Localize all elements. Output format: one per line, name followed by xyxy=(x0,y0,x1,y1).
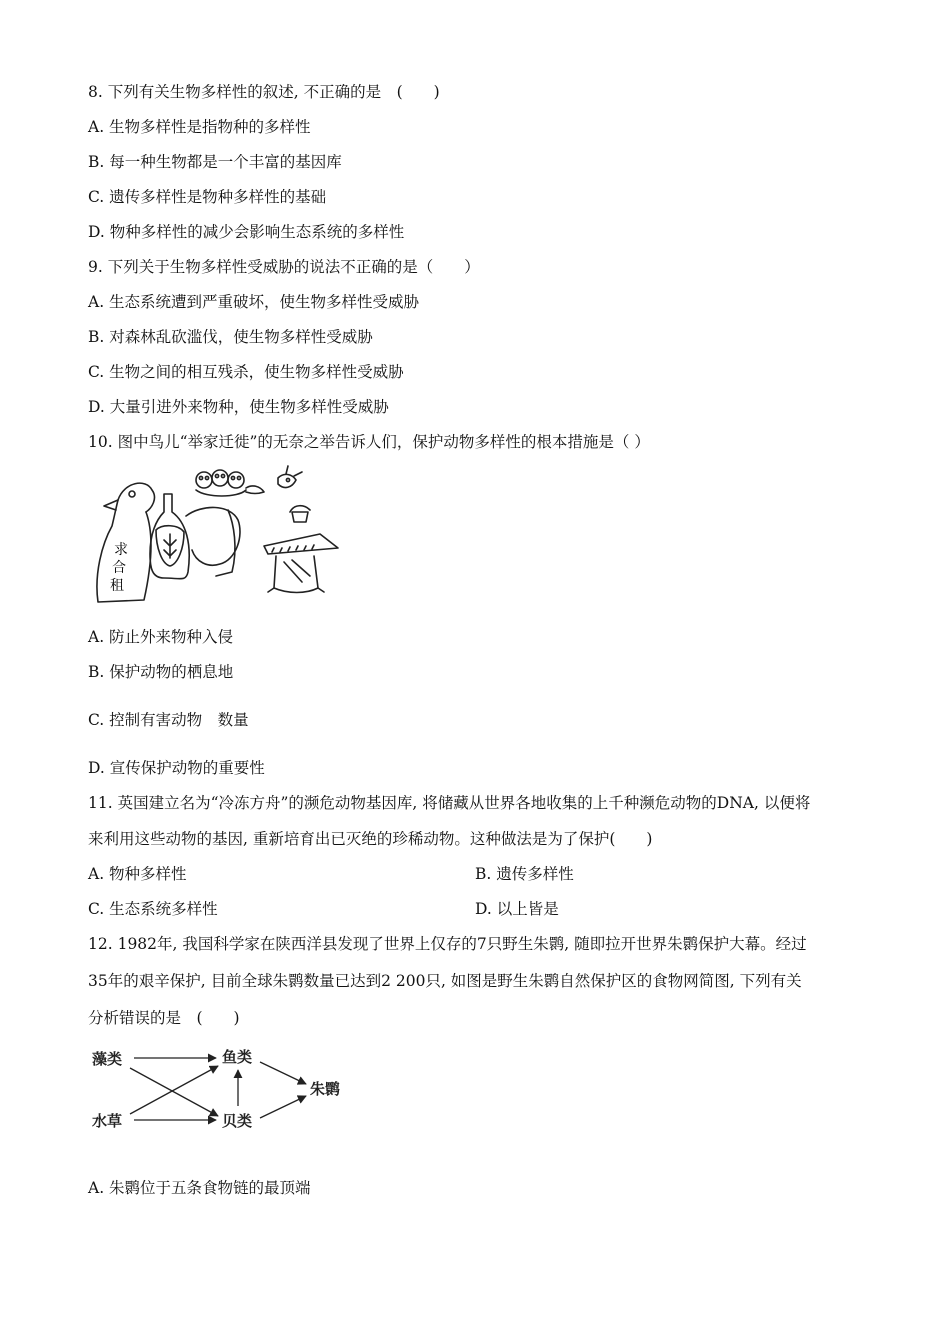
q8-option-d: D. 物种多样性的减少会影响生态系统的多样性 xyxy=(88,223,405,241)
arrow-shellfish-ibis xyxy=(260,1096,306,1118)
q11-stem-line1: 11. 英国建立名为“冷冻方舟”的濒危动物基因库, 将储藏从世界各地收集的上千种濒危动物的DNA, 以便将 xyxy=(88,794,811,812)
food-web-diagram xyxy=(88,1040,358,1136)
q9-stem: 9. 下列关于生物多样性受威胁的说法不正确的是（ ） xyxy=(88,258,480,276)
q9-option-b: B. 对森林乱砍滥伐，使生物多样性受威胁 xyxy=(88,328,373,346)
node-shellfish: 贝类 xyxy=(222,1112,253,1130)
bottle-text-2: 合 xyxy=(112,560,126,576)
q11-option-b: B. 遗传多样性 xyxy=(475,865,574,883)
q10-option-a: A. 防止外来物种入侵 xyxy=(88,628,234,646)
node-water-plant: 水草 xyxy=(92,1112,123,1130)
arrow-fish-ibis xyxy=(260,1062,306,1084)
arrow-waterplant-fish xyxy=(130,1066,218,1114)
q12-option-a: A. 朱鹮位于五条食物链的最顶端 xyxy=(88,1179,311,1197)
node-fish: 鱼类 xyxy=(222,1048,253,1066)
q10-cartoon xyxy=(88,464,344,610)
q10-option-b: B. 保护动物的栖息地 xyxy=(88,663,234,681)
q11-option-a: A. 物种多样性 xyxy=(88,865,187,883)
q9-option-a: A. 生态系统遭到严重破坏，使生物多样性受威胁 xyxy=(88,293,420,311)
q11-option-c: C. 生态系统多样性 xyxy=(88,900,218,918)
q9-option-d: D. 大量引进外来物种，使生物多样性受威胁 xyxy=(88,398,389,416)
bottle-text-1: 求 xyxy=(114,542,128,558)
node-ibis: 朱鹮 xyxy=(310,1080,341,1098)
q10-option-d: D. 宣传保护动物的重要性 xyxy=(88,759,265,777)
q12-stem-line2: 35年的艰辛保护, 目前全球朱鹮数量已达到2 200只, 如图是野生朱鹮自然保护区的食物网简图, 下列有关 xyxy=(88,972,802,990)
q12-stem-line1: 12. 1982年, 我国科学家在陕西洋县发现了世界上仅存的7只野生朱鹮, 随即拉开世界朱鹮保护大幕。经过 xyxy=(88,935,807,953)
q8-option-c: C. 遗传多样性是物种多样性的基础 xyxy=(88,188,327,206)
q10-stem: 10. 图中鸟儿“举家迁徙”的无奈之举告诉人们，保护动物多样性的根本措施是（ ） xyxy=(88,433,650,451)
node-algae: 藻类 xyxy=(92,1050,123,1068)
q11-option-d: D. 以上皆是 xyxy=(475,900,559,918)
arrow-algae-shellfish xyxy=(130,1068,218,1116)
bottle-text-3: 租 xyxy=(110,578,124,594)
q10-option-c: C. 控制有害动物 数量 xyxy=(88,711,249,729)
q8-option-b: B. 每一种生物都是一个丰富的基因库 xyxy=(88,153,342,171)
q11-stem-line2: 来利用这些动物的基因, 重新培育出已灭绝的珍稀动物。这种做法是为了保护( ) xyxy=(88,830,653,848)
q9-option-c: C. 生物之间的相互残杀，使生物多样性受威胁 xyxy=(88,363,404,381)
q12-stem-line3: 分析错误的是 ( ) xyxy=(88,1009,240,1027)
migrating-birds-cartoon xyxy=(88,464,344,610)
q12-food-web xyxy=(88,1040,358,1136)
q8-stem: 8. 下列有关生物多样性的叙述, 不正确的是 ( ) xyxy=(88,83,440,101)
q8-option-a: A. 生物多样性是指物种的多样性 xyxy=(88,118,311,136)
